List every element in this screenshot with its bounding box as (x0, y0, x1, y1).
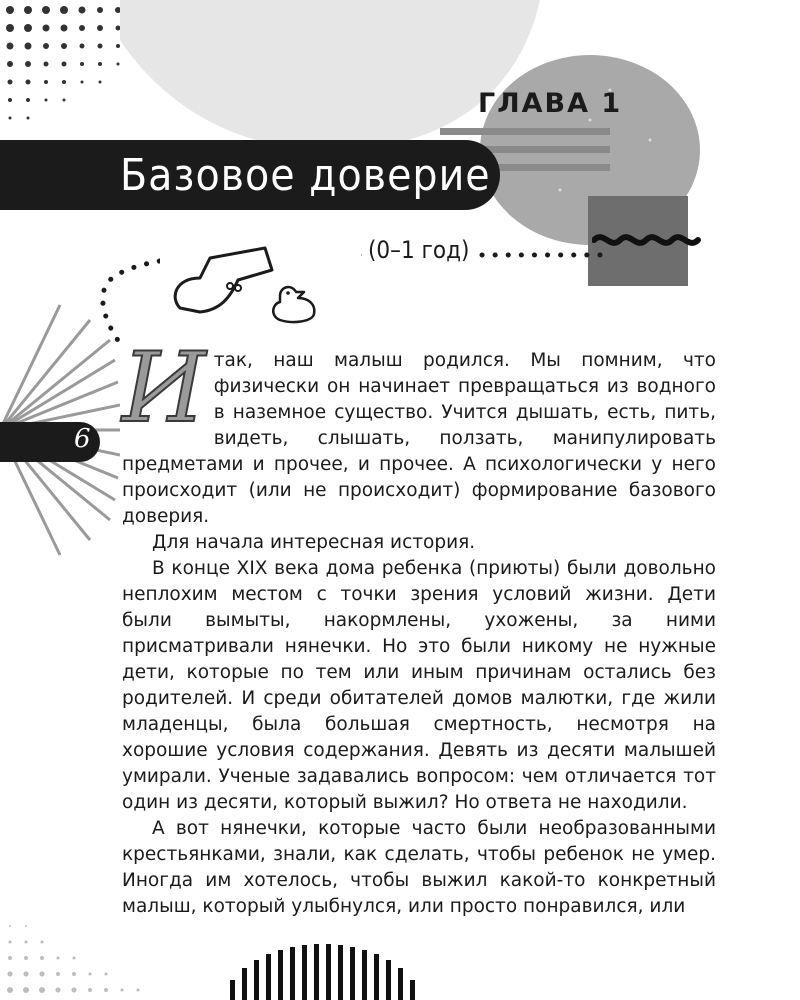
striped-semicircle-bottom (222, 940, 432, 1000)
chapter-label: ГЛАВА 1 (478, 88, 623, 119)
paragraph-1-text: так, наш малыш родился. Мы помним, что физически он начинает превращаться из водного в наземное существо. Учится дышать, есть, пить, видеть, слышать, ползать, манипулировать предметами и прочее, и прочее. А психологически у него происходит (или не происходит) формирование базового доверия. (122, 350, 716, 527)
age-range-subtitle: (0–1 год) (362, 236, 475, 264)
paragraph-4: А вот нянечки, которые часто были необразованными крестьянками, знали, как сделать, чтобы ребенок не умер. Иногда им хотелось, чтобы выжил какой-то конкретный малыш, который улыбнулся, или просто понравился, или (122, 818, 716, 917)
rubber-duck-icon (262, 278, 322, 328)
body-text (122, 332, 716, 920)
drop-cap: И (122, 332, 206, 444)
paragraph-2: Для начала интересная история. (152, 532, 476, 553)
squiggle-icon (592, 222, 712, 262)
paragraph-3: В конце XIX века дома ребенка (приюты) были довольно неплохим местом с точки зрения условий жизни. Дети были вымыты, накормлены, ухожены, за ними присматривали нянечки. Но это были никому не нужные дети, которые по тем или иным причинам остались без родителей. И среди обитателей домов малютки, где жили младенцы, была большая смертность, несмотря на хорошие условия содержания. Девять из десяти малышей умирали. Ученые задавались вопросом: чем отличается тот один из десяти, который выжил? Но ответа не находили. (122, 558, 716, 813)
chapter-title: Базовое доверие (120, 150, 491, 201)
halftone-dots-bottom (0, 900, 200, 1000)
paragraph-1 (122, 332, 716, 530)
page-number: 6 (74, 424, 91, 454)
